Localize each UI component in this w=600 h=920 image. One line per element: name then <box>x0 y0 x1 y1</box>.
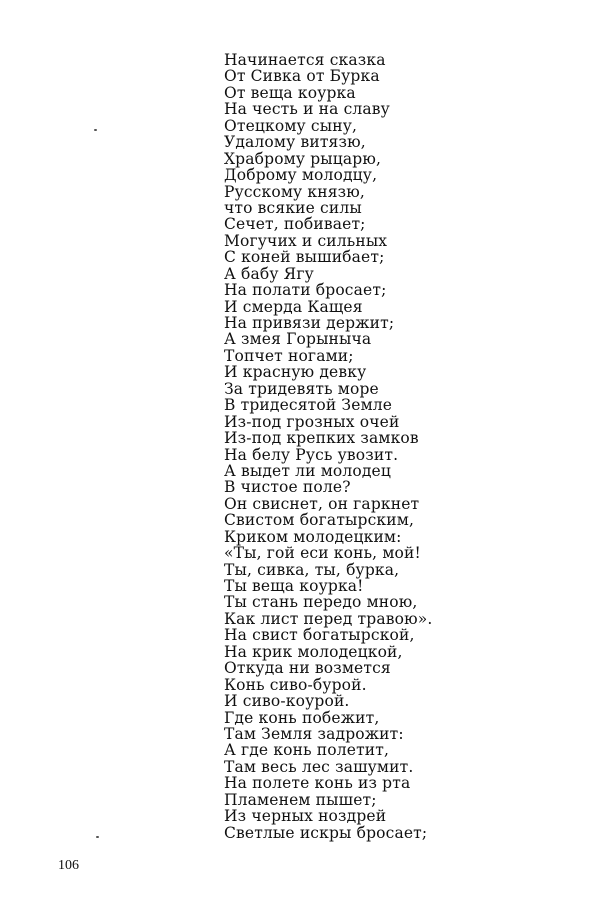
poem-line: От веща коурка <box>224 83 356 102</box>
poem-line: Свистом богатырским, <box>224 511 415 530</box>
poem-line: И смерда Кащея <box>224 297 363 316</box>
poem-line: Конь сиво-бурой. <box>224 675 367 694</box>
poem-line: что всякие силы <box>224 198 362 217</box>
poem-line: Ты стань передо мною, <box>224 593 418 612</box>
poem-line: Начинается сказка <box>224 51 386 69</box>
poem-line: Как лист перед травою». <box>224 609 433 628</box>
poem-line: А где конь полетит, <box>224 741 390 760</box>
poem-line: На белу Русь увозит. <box>224 445 399 464</box>
poem-line: И красную девку <box>224 363 367 382</box>
poem-line: Криком молодецким: <box>224 527 402 546</box>
poem-line: На полете конь из рта <box>224 774 411 793</box>
poem-line: Сечет, побивает; <box>224 215 366 234</box>
poem-line: Из-под грозных очей <box>224 412 400 431</box>
poem-line: С коней вышибает; <box>224 248 385 267</box>
poem-line: Удалому витязю, <box>224 133 366 152</box>
poem-line: И сиво-коурой. <box>224 692 350 711</box>
print-speck <box>96 836 99 838</box>
poem-line: На свист богатырской, <box>224 626 415 645</box>
poem-line: Могучих и сильных <box>224 231 388 250</box>
poem-line: Ты, сивка, ты, бурка, <box>224 560 400 579</box>
poem-line: За тридевять море <box>224 379 379 398</box>
poem-line: От Сивка от Бурка <box>224 67 380 86</box>
poem-line: На крик молодецкой, <box>224 642 403 661</box>
poem-line: Пламенем пышет; <box>224 790 377 809</box>
poem-line: Ты веща коурка! <box>224 577 364 595</box>
poem-line: В чистое поле? <box>224 478 351 497</box>
poem-line: Он свиснет, он гаркнет <box>224 494 420 513</box>
poem-line: А бабу Ягу <box>224 264 314 283</box>
poem-line: На честь и на славу <box>224 100 390 119</box>
poem-line: Отецкому сыну, <box>224 116 358 135</box>
poem-text <box>224 52 554 841</box>
print-speck <box>94 129 97 131</box>
poem-line: На привязи держит; <box>224 314 395 332</box>
poem-line: Топчет ногами; <box>224 346 354 365</box>
poem-line: Храброму рыцарю, <box>224 149 382 168</box>
poem-line: Откуда ни возмется <box>224 659 391 678</box>
poem-line: В тридесятой Земле <box>224 396 393 415</box>
poem-line: Светлые искры бросает; <box>224 823 428 842</box>
poem-line: На полати бросает; <box>224 281 387 300</box>
poem-line: Где конь побежит, <box>224 708 380 727</box>
poem-line: Из черных ноздрей <box>224 807 387 826</box>
poem-line: Доброму молодцу, <box>224 166 378 185</box>
page-number: 106 <box>58 858 79 873</box>
poem-line: Из-под крепких замков <box>224 429 419 448</box>
poem-line: Там Земля задрожит: <box>224 724 404 743</box>
poem-line: Русскому князю, <box>224 182 365 201</box>
poem-line: «Ты, гой еси конь, мой! <box>224 544 421 563</box>
poem-line: А выдет ли молодец <box>224 461 392 480</box>
poem-line: Там весь лес зашумит. <box>224 757 414 776</box>
poem-line: А змея Горыныча <box>224 330 372 349</box>
